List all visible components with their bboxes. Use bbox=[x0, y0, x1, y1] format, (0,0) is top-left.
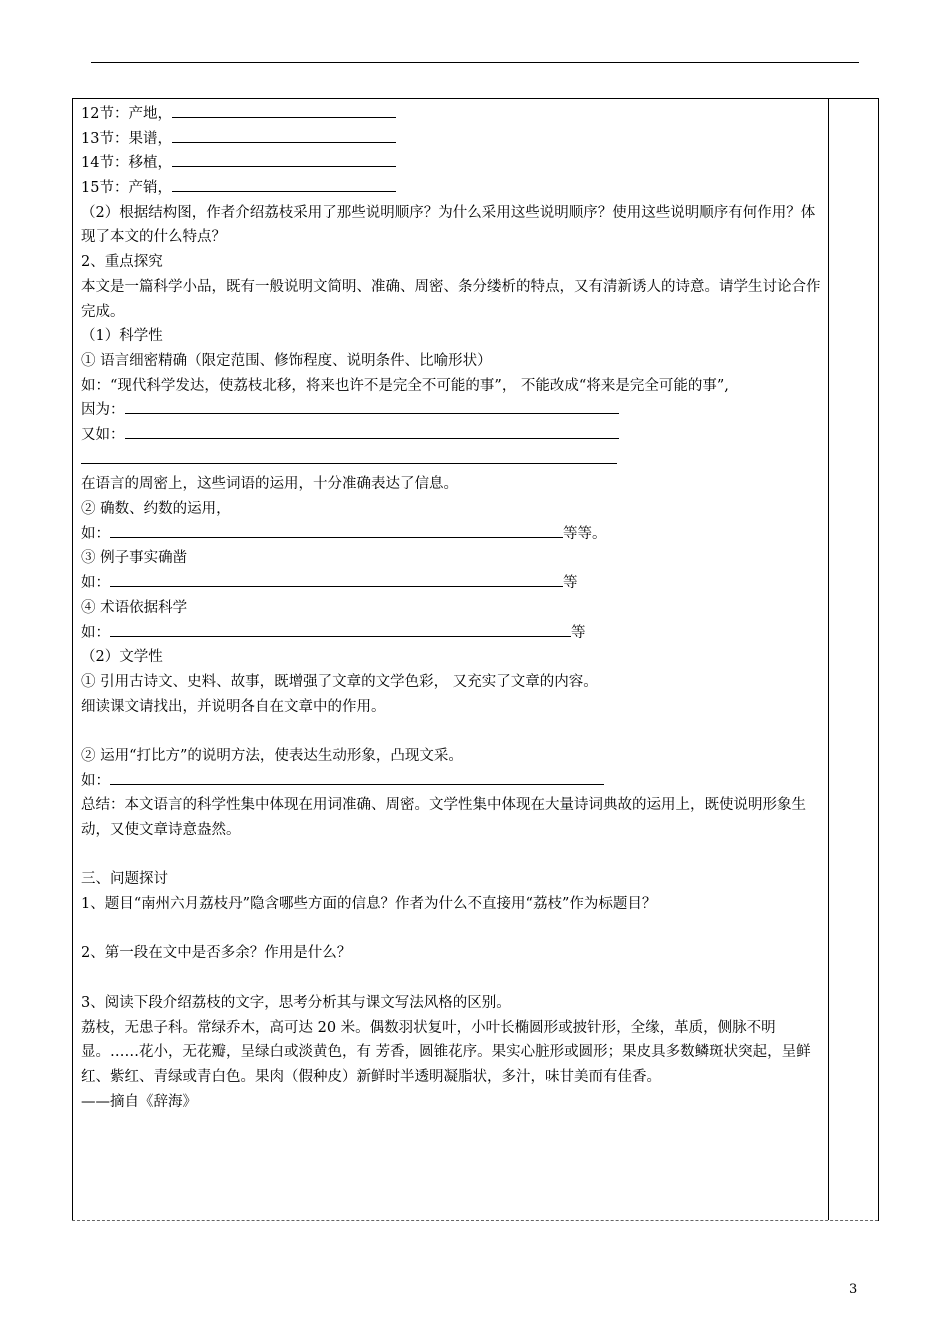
etc-label: 等等。 bbox=[563, 525, 607, 542]
also-line bbox=[81, 423, 823, 448]
etc-label: 等 bbox=[563, 575, 578, 592]
literary-blank[interactable] bbox=[110, 770, 604, 785]
discussion-question-3: 3、阅读下段介绍荔枝的文字，思考分析其与课文写法风格的区别。 bbox=[81, 994, 511, 1011]
answer-blank-13[interactable] bbox=[172, 128, 396, 143]
ru-label: 如： bbox=[81, 525, 110, 542]
section-14-line bbox=[81, 151, 823, 176]
answer-blank-12[interactable] bbox=[172, 103, 396, 118]
continuation-blank[interactable] bbox=[81, 449, 617, 464]
point-4-example-line bbox=[81, 621, 823, 646]
also-blank[interactable] bbox=[125, 424, 619, 439]
also-label: 又如： bbox=[81, 427, 125, 444]
because-label: 因为： bbox=[81, 402, 125, 419]
section-14-label: 14节：移植， bbox=[81, 155, 172, 172]
point-4-terms: ④ 术语依据科学 bbox=[81, 599, 188, 616]
because-blank[interactable] bbox=[125, 399, 619, 414]
answer-space[interactable] bbox=[81, 917, 823, 942]
literary-point-1: ① 引用古诗文、史料、故事，既增强了文章的文学色彩， 又充实了文章的内容。 bbox=[81, 673, 598, 690]
section-13-label: 13节：果谱， bbox=[81, 130, 172, 147]
etc-label: 等 bbox=[571, 624, 586, 641]
because-line bbox=[81, 398, 823, 423]
ru-label: 如： bbox=[81, 772, 110, 789]
subheading-scientific: （1）科学性 bbox=[81, 328, 163, 345]
point-3-example-line bbox=[81, 571, 823, 596]
question-2: （2）根据结构图，作者介绍荔枝采用了那些说明顺序？为什么采用这些说明顺序？使用这些说明顺序有何作用？体现了本文的什么特点？ bbox=[81, 204, 816, 246]
column-divider bbox=[828, 98, 829, 1220]
point-4-blank[interactable] bbox=[110, 622, 571, 637]
literary-point-2: ② 运用“打比方”的说明方法，使表达生动形象，凸现文采。 bbox=[81, 747, 463, 764]
intro-paragraph: 本文是一篇科学小品，既有一般说明文简明、准确、周密、条分缕析的特点，又有清新诱人的诗意。请学生讨论合作完成。 bbox=[81, 278, 821, 320]
precise-summary: 在语言的周密上，这些词语的运用，十分准确表达了信息。 bbox=[81, 476, 458, 493]
answer-space[interactable] bbox=[81, 719, 823, 744]
point-3-blank[interactable] bbox=[110, 572, 563, 587]
discussion-question-2: 2、第一段在文中是否多余？作用是什么？ bbox=[81, 945, 352, 962]
page-number: 3 bbox=[849, 1282, 858, 1297]
continuation-line bbox=[81, 448, 823, 473]
answer-blank-14[interactable] bbox=[172, 152, 396, 167]
section-15-line bbox=[81, 176, 823, 201]
excerpt-source: ——摘自《辞海》 bbox=[81, 1093, 197, 1110]
section-13-line bbox=[81, 127, 823, 152]
cihai-excerpt: 荔枝，无患子科。常绿乔木，高可达 20 米。偶数羽状复叶，小叶长椭圆形或披针形，全缘，革质，侧脉不明显。……花小，无花瓣，呈绿白或淡黄色，有 芳香，圆锥花序。果实心脏形或圆形；果皮具多数鳞斑状突起，呈鲜红、紫红、青绿或青白色。果肉（假种皮）新鲜时半透明凝脂状，多汁，味甘美而有佳香。 bbox=[81, 1019, 811, 1085]
answer-blank-15[interactable] bbox=[172, 177, 396, 192]
point-1-precise-language: ① 语言细密精确（限定范围、修饰程度、说明条件、比喻形状） bbox=[81, 352, 492, 369]
literary-example-line bbox=[81, 769, 823, 794]
point-3-facts: ③ 例子事实确凿 bbox=[81, 550, 188, 567]
section-heading-discussion: 三、问题探讨 bbox=[81, 871, 168, 888]
section-15-label: 15节：产销， bbox=[81, 180, 172, 197]
point-2-blank[interactable] bbox=[110, 523, 563, 538]
section-heading-key-inquiry: 2、重点探究 bbox=[81, 254, 163, 271]
table-bottom-border bbox=[72, 1220, 878, 1221]
ru-label: 如： bbox=[81, 575, 110, 592]
summary-paragraph: 总结：本文语言的科学性集中体现在用词准确、周密。文学性集中体现在大量诗词典故的运用上，既使说明形象生动，又使文章诗意盎然。 bbox=[81, 797, 806, 839]
point-2-numbers: ② 确数、约数的运用， bbox=[81, 501, 231, 518]
header-rule bbox=[91, 62, 859, 63]
spacer bbox=[81, 843, 823, 868]
section-12-label: 12节：产地， bbox=[81, 106, 172, 122]
discussion-question-1: 1、题目“南州六月荔枝丹”隐含哪些方面的信息？作者为什么不直接用“荔枝”作为标题目？ bbox=[81, 896, 657, 913]
read-find-instruction: 细读课文请找出，并说明各自在文章中的作用。 bbox=[81, 698, 386, 715]
section-12-line bbox=[81, 102, 823, 127]
example-1: 如：“现代科学发达，使荔枝北移，将来也许不是完全不可能的事”， 不能改成“将来是完全可能的事”, bbox=[81, 377, 729, 394]
answer-space[interactable] bbox=[81, 966, 823, 991]
subheading-literary: （2）文学性 bbox=[81, 649, 163, 666]
point-2-example-line bbox=[81, 522, 823, 547]
ru-label: 如： bbox=[81, 624, 110, 641]
worksheet-content bbox=[81, 102, 823, 1114]
